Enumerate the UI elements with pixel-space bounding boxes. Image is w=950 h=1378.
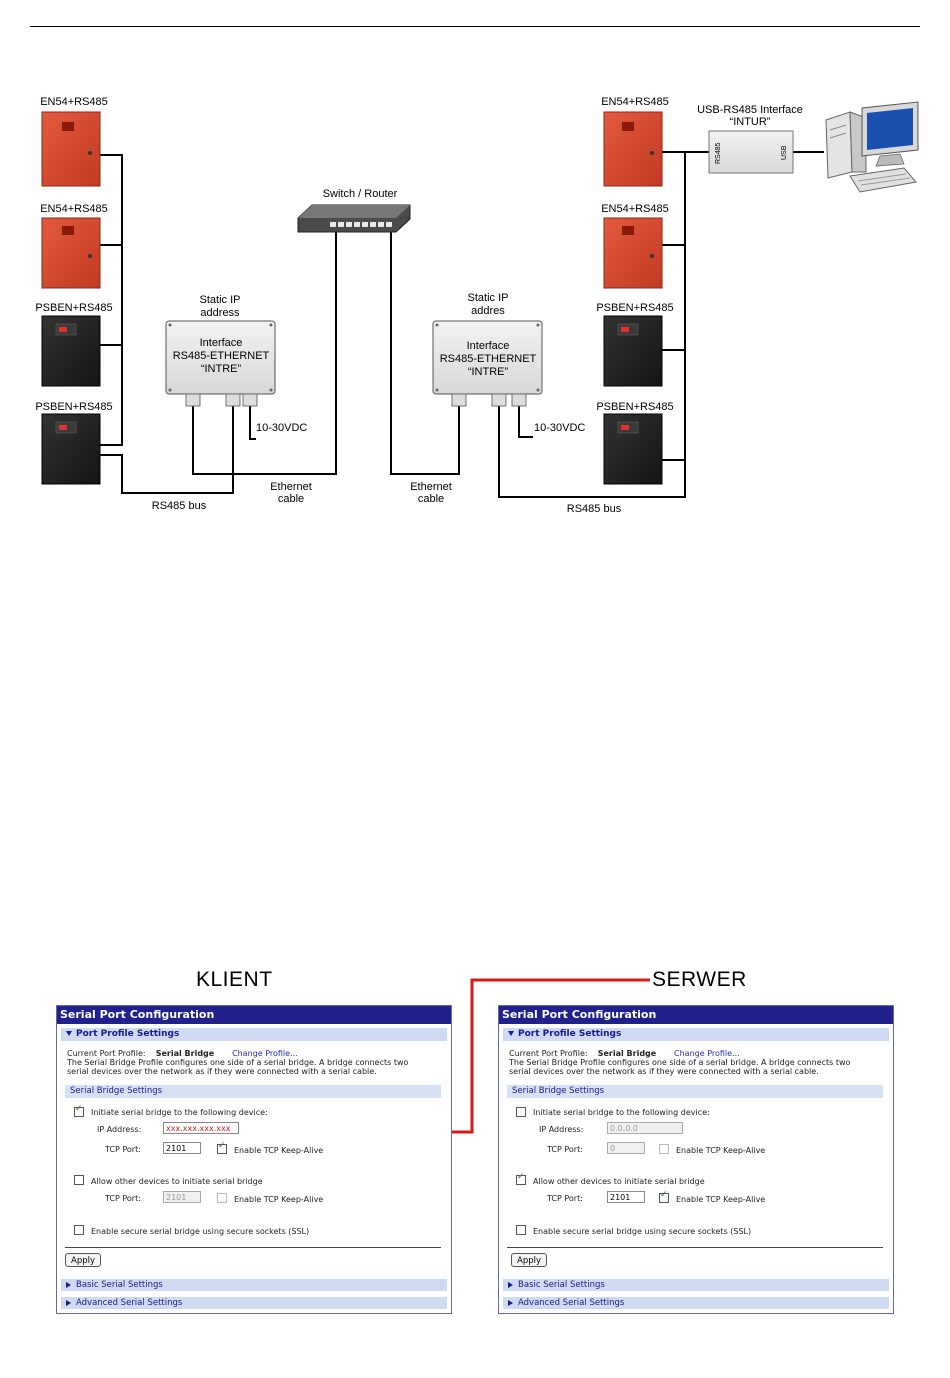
server-basic-serial-settings[interactable] <box>503 1279 889 1291</box>
server-divider <box>507 1247 883 1248</box>
server-section-label: Port Profile Settings <box>518 1029 622 1039</box>
client-allow-checkbox[interactable] <box>74 1175 84 1185</box>
client-profile-value: Serial Bridge <box>155 1049 215 1058</box>
left-device-2-label: EN54+RS485 <box>40 203 108 215</box>
server-advanced-label: Advanced Serial Settings <box>518 1298 625 1308</box>
client-initiate-checkbox[interactable] <box>74 1107 84 1117</box>
client-profile-label: Current Port Profile: <box>67 1049 146 1058</box>
right-interface-caption-1: Static IP <box>467 292 509 304</box>
server-tcp2-input[interactable]: 2101 <box>607 1191 645 1203</box>
server-port-profile-section[interactable] <box>503 1028 889 1041</box>
right-power-label: 10-30VDC <box>534 422 586 434</box>
server-apply-button[interactable]: Apply <box>511 1253 547 1267</box>
left-interface-caption-2: address <box>200 307 240 319</box>
expand-arrow-icon <box>508 1300 513 1306</box>
client-bridge-settings-head: Serial Bridge Settings <box>65 1085 441 1098</box>
usb-interface-line-2: “INTUR” <box>729 116 771 128</box>
server-change-profile-link[interactable]: Change Profile... <box>674 1049 740 1058</box>
server-tcp-label: TCP Port: <box>547 1145 583 1154</box>
collapse-arrow-icon <box>66 1031 72 1036</box>
client-ssl-label: Enable secure serial bridge using secure sockets (SSL) <box>91 1227 310 1236</box>
left-interface-line-3: “INTRE” <box>200 363 242 375</box>
server-panel-title: Serial Port Configuration <box>499 1006 893 1024</box>
client-advanced-serial-settings[interactable] <box>61 1297 447 1309</box>
server-tcp-input[interactable]: 0 <box>607 1142 645 1154</box>
expand-arrow-icon <box>66 1300 71 1306</box>
server-config-panel <box>498 1005 894 1314</box>
client-port-profile-section[interactable] <box>61 1028 447 1041</box>
right-interface-line-1: Interface <box>466 340 510 352</box>
right-interface-caption-2: addres <box>471 305 505 317</box>
client-initiate-label: Initiate serial bridge to the following device: <box>91 1108 268 1117</box>
server-keepalive-checkbox[interactable] <box>659 1144 669 1154</box>
client-tcp2-input[interactable]: 2101 <box>163 1191 201 1203</box>
left-interface-caption-1: Static IP <box>199 294 241 306</box>
client-apply-button[interactable]: Apply <box>65 1253 101 1267</box>
client-basic-label: Basic Serial Settings <box>76 1280 163 1290</box>
ethernet-left-line-1: Ethernet <box>270 481 312 493</box>
server-keepalive2-label: Enable TCP Keep-Alive <box>676 1195 766 1204</box>
server-ssl-checkbox[interactable] <box>516 1225 526 1235</box>
right-device-4-label: PSBEN+RS485 <box>596 401 674 413</box>
left-interface-line-2: RS485-ETHERNET <box>172 350 270 362</box>
server-profile-line <box>509 1049 740 1058</box>
right-interface-line-3: “INTRE” <box>467 366 509 378</box>
usb-interface-line-1: USB-RS485 Interface <box>697 104 803 116</box>
server-desc-1: The Serial Bridge Profile configures one side of a serial bridge. A bridge connects two <box>509 1058 851 1067</box>
left-power-label: 10-30VDC <box>256 422 308 434</box>
client-basic-serial-settings[interactable] <box>61 1279 447 1291</box>
server-label: SERWER <box>652 968 747 991</box>
client-tcp-input[interactable]: 2101 <box>163 1142 201 1154</box>
server-initiate-label: Initiate serial bridge to the following device: <box>533 1108 710 1117</box>
client-allow-label: Allow other devices to initiate serial bridge <box>91 1177 263 1186</box>
client-divider <box>65 1247 441 1248</box>
left-device-1-label: EN54+RS485 <box>40 96 108 108</box>
client-keepalive-checkbox[interactable] <box>217 1144 227 1154</box>
server-allow-label: Allow other devices to initiate serial bridge <box>533 1177 705 1186</box>
right-device-1-label: EN54+RS485 <box>601 96 669 108</box>
switch-label: Switch / Router <box>322 188 398 200</box>
server-tcp2-label: TCP Port: <box>547 1194 583 1203</box>
client-ip-label: IP Address: <box>97 1125 142 1134</box>
left-interface-line-1: Interface <box>199 337 243 349</box>
ethernet-right-line-2: cable <box>417 493 445 505</box>
ethernet-right-line-1: Ethernet <box>410 481 452 493</box>
expand-arrow-icon <box>508 1282 513 1288</box>
client-tcp2-label: TCP Port: <box>105 1194 141 1203</box>
server-bridge-settings-head: Serial Bridge Settings <box>507 1085 883 1098</box>
client-ip-input[interactable]: xxx.xxx.xxx.xxx <box>163 1122 239 1134</box>
client-tcp-label: TCP Port: <box>105 1145 141 1154</box>
usb-port-rs485-label: RS485 <box>715 142 722 164</box>
bus-right-label: RS485 bus <box>566 503 622 515</box>
ethernet-left-line-2: cable <box>277 493 305 505</box>
server-profile-value: Serial Bridge <box>597 1049 657 1058</box>
server-profile-label: Current Port Profile: <box>509 1049 588 1058</box>
client-advanced-label: Advanced Serial Settings <box>76 1298 183 1308</box>
server-advanced-serial-settings[interactable] <box>503 1297 889 1309</box>
server-keepalive-label: Enable TCP Keep-Alive <box>676 1146 766 1155</box>
client-change-profile-link[interactable]: Change Profile... <box>232 1049 298 1058</box>
expand-arrow-icon <box>66 1282 71 1288</box>
server-ssl-label: Enable secure serial bridge using secure sockets (SSL) <box>533 1227 752 1236</box>
right-interface-line-2: RS485-ETHERNET <box>439 353 537 365</box>
client-keepalive-label: Enable TCP Keep-Alive <box>234 1146 324 1155</box>
server-ip-label: IP Address: <box>539 1125 584 1134</box>
left-device-4-label: PSBEN+RS485 <box>35 401 113 413</box>
collapse-arrow-icon <box>508 1031 514 1036</box>
server-keepalive2-checkbox[interactable] <box>659 1193 669 1203</box>
client-keepalive2-checkbox[interactable] <box>217 1193 227 1203</box>
usb-port-usb-label: USB <box>781 145 788 160</box>
server-basic-label: Basic Serial Settings <box>518 1280 605 1290</box>
server-desc-2: serial devices over the network as if they were connected with a serial cable. <box>509 1067 819 1076</box>
client-desc-2: serial devices over the network as if they were connected with a serial cable. <box>67 1067 377 1076</box>
client-config-panel <box>56 1005 452 1314</box>
client-panel-title: Serial Port Configuration <box>57 1006 451 1024</box>
client-ssl-checkbox[interactable] <box>74 1225 84 1235</box>
server-ip-input[interactable]: 0.0.0.0 <box>607 1122 683 1134</box>
server-allow-checkbox[interactable] <box>516 1175 526 1185</box>
bus-left-label: RS485 bus <box>151 500 207 512</box>
client-label: KLIENT <box>196 968 273 991</box>
client-keepalive2-label: Enable TCP Keep-Alive <box>234 1195 324 1204</box>
right-device-2-label: EN54+RS485 <box>601 203 669 215</box>
client-section-label: Port Profile Settings <box>76 1029 180 1039</box>
server-initiate-checkbox[interactable] <box>516 1107 526 1117</box>
left-device-3-label: PSBEN+RS485 <box>35 302 113 314</box>
right-device-3-label: PSBEN+RS485 <box>596 302 674 314</box>
client-profile-line <box>67 1049 298 1058</box>
client-desc-1: The Serial Bridge Profile configures one side of a serial bridge. A bridge connects two <box>67 1058 409 1067</box>
